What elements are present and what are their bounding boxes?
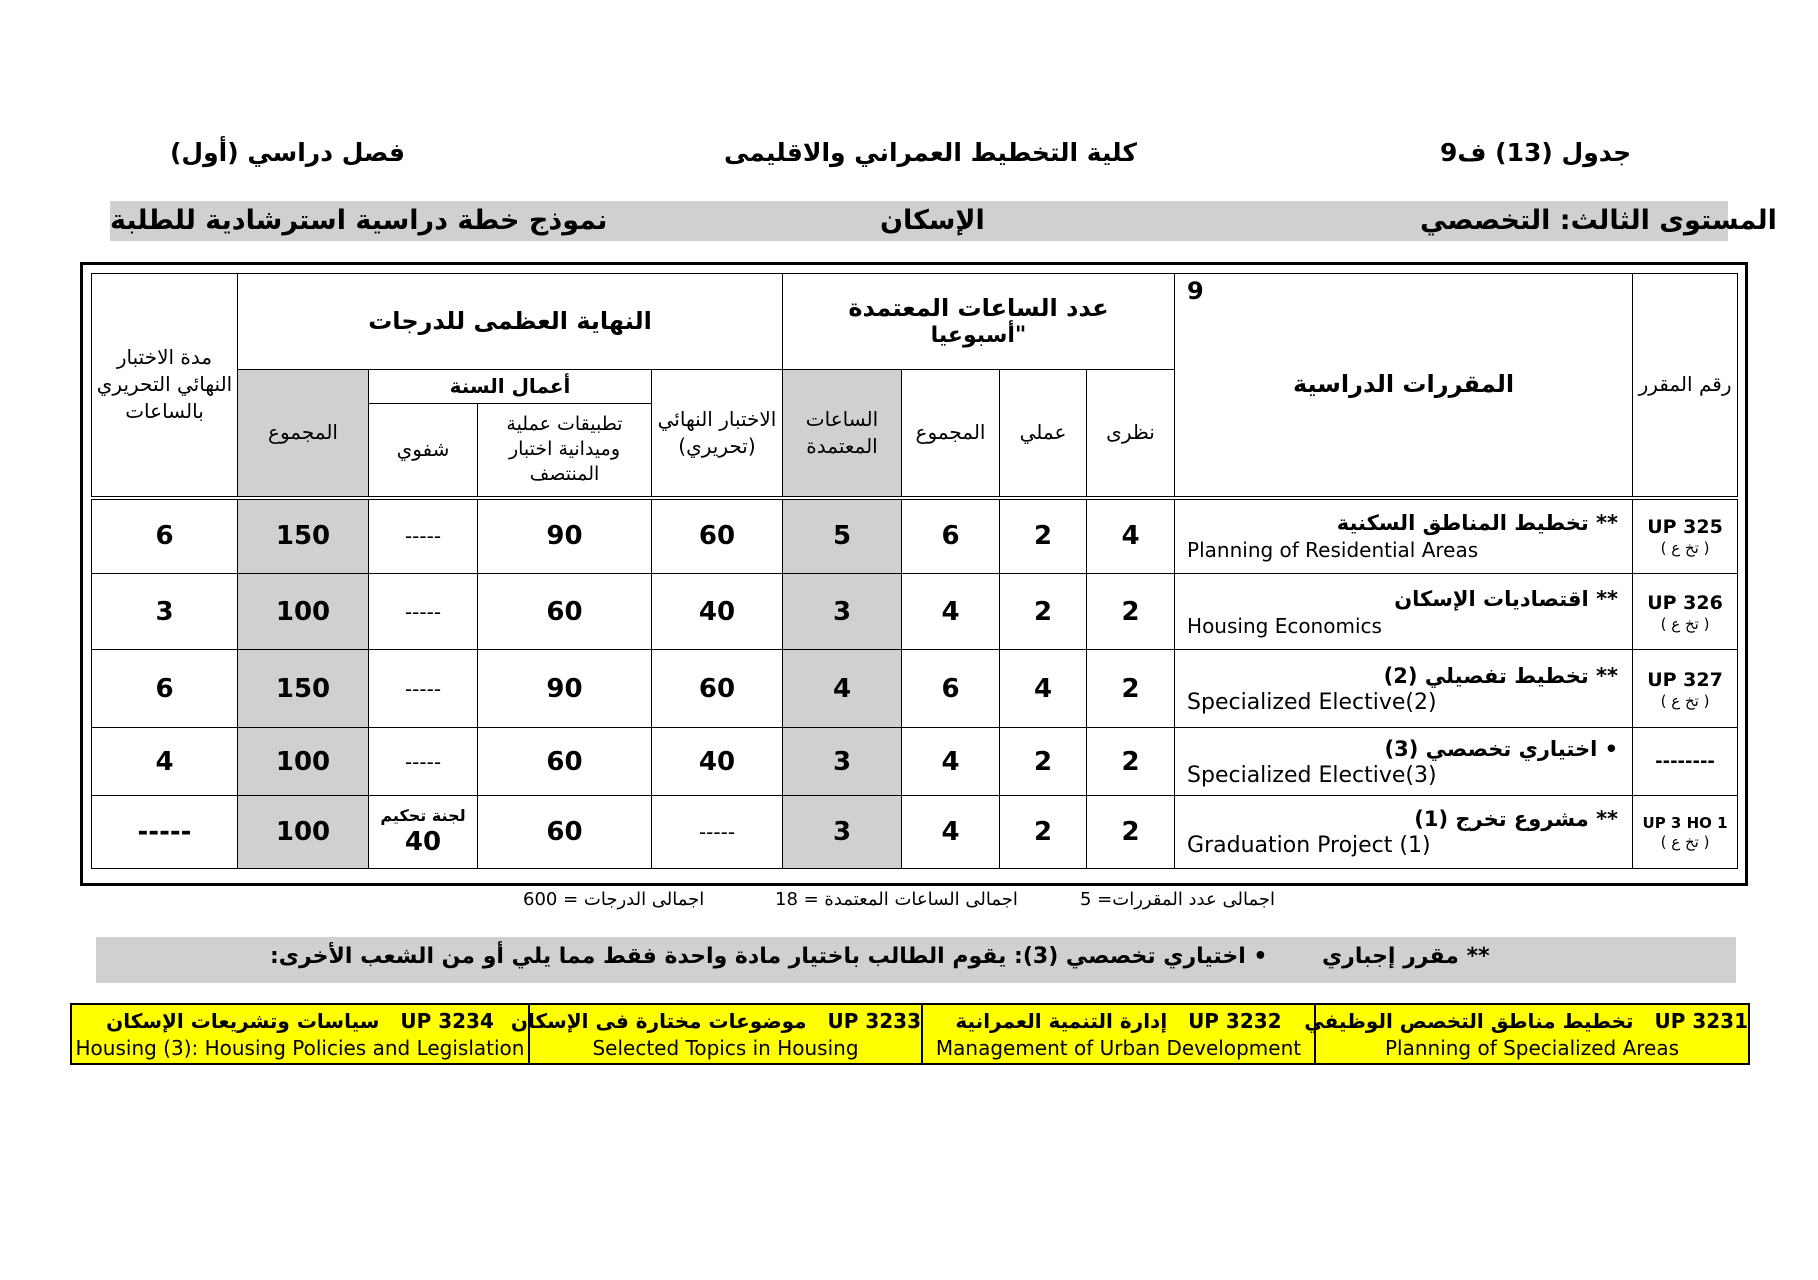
group-credit-hours (783, 274, 1175, 370)
col-grand-total: المجموع (238, 370, 369, 498)
elective-code: UP 3233 (827, 1009, 921, 1033)
course-name-ar: ** اقتصاديات الإسكان (1394, 586, 1619, 611)
cell-practical: 4 (1000, 650, 1087, 728)
cell-total-hours: 4 (902, 796, 1000, 869)
cell-oral: ----- (369, 498, 478, 574)
cell-course-code (1633, 796, 1738, 869)
elective-code: UP 3232 (1188, 1009, 1282, 1033)
elective-note: • اختياري تخصصي (3): يقوم الطالب باختيار مادة واحدة فقط مما يلي أو من الشعب الأخرى: (270, 944, 1268, 969)
group-credit-hours-title: عدد الساعات المعتمدة (848, 293, 1109, 322)
col-applications: تطبيقات عملية وميدانية اختبار المنتصف (478, 404, 652, 498)
course-name-ar: ** تخطيط تفصيلي (2) (1383, 663, 1619, 688)
cell-oral: ----- (369, 574, 478, 650)
elective-title (72, 1007, 528, 1035)
course-code: UP 325 (1647, 516, 1723, 539)
elective-name-ar: سياسات وتشريعات الإسكان (106, 1009, 380, 1033)
cell-duration: 4 (92, 728, 238, 796)
col-theory: نظرى (1087, 370, 1175, 498)
elective-name-en: Management of Urban Development (935, 1036, 1302, 1060)
cell-applications: 60 (478, 728, 652, 796)
table-row (92, 650, 1738, 728)
table-row (92, 498, 1738, 574)
cell-duration: 6 (92, 498, 238, 574)
department-name: الإسكان (880, 205, 985, 236)
study-plan-table (91, 273, 1738, 869)
cell-credit-hours: 4 (783, 650, 902, 728)
cell-course-name (1175, 728, 1633, 796)
cell-final-exam: ----- (652, 796, 783, 869)
elective-code: UP 3231 (1654, 1009, 1748, 1033)
table-row (92, 796, 1738, 869)
cell-course-code (1633, 498, 1738, 574)
jury-grade: 40 (404, 827, 442, 857)
col-oral: شفوي (369, 404, 478, 498)
course-code-sub: ( تخ ع ) (1660, 539, 1710, 558)
cell-applications: 90 (478, 650, 652, 728)
cell-theory: 4 (1087, 498, 1175, 574)
cell-total-hours: 6 (902, 498, 1000, 574)
elective-option (1304, 1004, 1749, 1064)
cell-practical: 2 (1000, 728, 1087, 796)
cell-practical: 2 (1000, 796, 1087, 869)
cell-oral: ----- (369, 728, 478, 796)
total-courses: اجمالى عدد المقررات= 5 (1080, 889, 1275, 910)
cell-total-hours: 4 (902, 574, 1000, 650)
cell-course-code (1633, 650, 1738, 728)
cell-duration: 3 (92, 574, 238, 650)
elective-option (922, 1004, 1315, 1064)
col-practical: عملي (1000, 370, 1087, 498)
cell-credit-hours: 3 (783, 574, 902, 650)
cell-grand-total: 100 (238, 574, 369, 650)
total-credit-hours: اجمالى الساعات المعتمدة = 18 (775, 889, 1018, 910)
cell-duration: 6 (92, 650, 238, 728)
cell-theory: 2 (1087, 574, 1175, 650)
cell-course-code (1633, 728, 1738, 796)
cell-total-hours: 6 (902, 650, 1000, 728)
cell-grand-total: 100 (238, 796, 369, 869)
cell-practical: 2 (1000, 498, 1087, 574)
cell-applications: 90 (478, 498, 652, 574)
group-coursework: أعمال السنة (369, 370, 652, 404)
cell-grand-total: 150 (238, 498, 369, 574)
elective-title (1304, 1007, 1748, 1035)
col-final-exam-title: الاختبار النهائي (657, 406, 777, 431)
col-course-code: رقم المقرر (1633, 274, 1738, 498)
col-final-exam-type: (تحريري) (678, 433, 756, 458)
elective-name-en: Selected Topics in Housing (592, 1036, 859, 1060)
cell-theory: 2 (1087, 796, 1175, 869)
course-code: UP 3 HO 1 (1642, 814, 1728, 832)
elective-name-ar: موضوعات مختارة فى الإسكان (510, 1009, 807, 1033)
elective-options-table (70, 1003, 1750, 1065)
elective-name-en: Housing (3): Housing Policies and Legislation (75, 1036, 525, 1060)
course-name-en: Planning of Residential Areas (1187, 538, 1479, 563)
course-code-sub: ( تخ ع ) (1660, 614, 1710, 633)
course-name-ar: ** تخطيط المناطق السكنية (1336, 511, 1619, 536)
group-max-grades: النهاية العظمى للدرجات (238, 274, 783, 370)
cell-grand-total: 150 (238, 650, 369, 728)
course-code: UP 326 (1647, 591, 1723, 614)
col-final-exam (652, 370, 783, 498)
course-name-ar: ** مشروع تخرج (1) (1414, 807, 1619, 831)
elective-title (510, 1007, 921, 1035)
cell-course-name (1175, 574, 1633, 650)
cell-final-exam: 40 (652, 728, 783, 796)
cell-course-name (1175, 498, 1633, 574)
col-courses (1175, 274, 1633, 498)
cell-credit-hours: 3 (783, 728, 902, 796)
elective-option (510, 1004, 922, 1064)
level-label: المستوى الثالث: التخصصي (1420, 205, 1777, 236)
cell-final-exam: 40 (652, 574, 783, 650)
col-credit-hours: الساعات المعتمدة (783, 370, 902, 498)
cell-course-code (1633, 574, 1738, 650)
cell-credit-hours: 5 (783, 498, 902, 574)
elective-code: UP 3234 (400, 1009, 494, 1033)
table-row (92, 574, 1738, 650)
elective-name-en: Planning of Specialized Areas (1384, 1036, 1680, 1060)
cell-oral (369, 796, 478, 869)
elective-name-ar: تخطيط مناطق التخصص الوظيفي (1304, 1009, 1634, 1033)
cell-grand-total: 100 (238, 728, 369, 796)
cell-oral: ----- (369, 650, 478, 728)
col-total-hours: المجموع (902, 370, 1000, 498)
course-code: -------- (1655, 751, 1715, 772)
cell-course-name (1175, 650, 1633, 728)
table-reference: جدول (13) ف9 (1440, 138, 1632, 167)
cell-final-exam: 60 (652, 650, 783, 728)
course-name-ar: • اختياري تخصصي (3) (1384, 736, 1619, 761)
elective-title (923, 1007, 1314, 1035)
course-code: UP 327 (1647, 668, 1723, 691)
course-code-sub: ( تخ ع ) (1660, 691, 1710, 710)
course-name-en: Housing Economics (1187, 613, 1382, 638)
col-courses-label: المقررات الدراسية (1292, 370, 1515, 399)
course-name-en: Specialized Elective(3) (1187, 762, 1437, 788)
cell-credit-hours: 3 (783, 796, 902, 869)
plan-title: نموذج خطة دراسية استرشادية للطلبة (110, 205, 608, 236)
course-code-sub: ( تخ ع ) (1660, 833, 1710, 851)
cell-practical: 2 (1000, 574, 1087, 650)
cell-course-name (1175, 796, 1633, 869)
course-name-en: Graduation Project (1) (1187, 833, 1431, 858)
col-exam-duration: مدة الاختبار النهائي التحريري بالساعات (92, 274, 238, 498)
cell-total-hours: 4 (902, 728, 1000, 796)
course-name-en: Specialized Elective(2) (1187, 689, 1437, 715)
total-grades: اجمالى الدرجات = 600 (523, 889, 705, 910)
elective-name-ar: إدارة التنمية العمرانية (955, 1009, 1168, 1033)
cell-theory: 2 (1087, 650, 1175, 728)
semester-number: 9 (1187, 277, 1204, 305)
cell-theory: 2 (1087, 728, 1175, 796)
semester-label: فصل دراسي (أول) (170, 138, 406, 167)
college-name: كلية التخطيط العمراني والاقليمى (724, 138, 1137, 167)
cell-applications: 60 (478, 796, 652, 869)
cell-final-exam: 60 (652, 498, 783, 574)
cell-applications: 60 (478, 574, 652, 650)
jury-label: لجنة تحكيم (380, 806, 466, 825)
group-credit-hours-weekly: أسبوعيا" (930, 322, 1027, 348)
cell-duration: ----- (92, 796, 238, 869)
elective-option (71, 1004, 529, 1064)
mandatory-note: ** مقرر إجباري (1322, 944, 1490, 969)
table-row (92, 728, 1738, 796)
